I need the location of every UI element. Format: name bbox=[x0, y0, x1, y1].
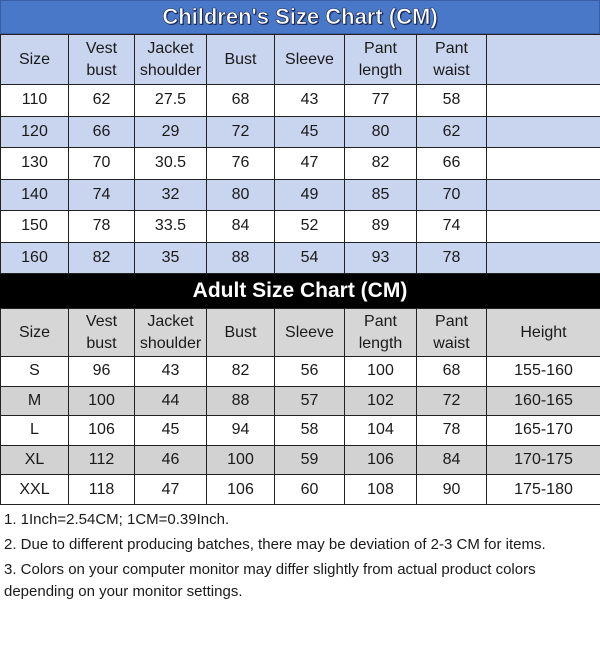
adult-table-cell: 84 bbox=[417, 445, 487, 475]
kids-table-cell: 130 bbox=[1, 148, 69, 180]
kids-table-cell: 82 bbox=[69, 242, 135, 274]
kids-table-cell: 80 bbox=[207, 179, 275, 211]
adult-table-cell: 165-170 bbox=[487, 416, 600, 446]
adult-header-text: Bust bbox=[224, 323, 257, 341]
adult-table-cell: 112 bbox=[69, 445, 135, 475]
adult-table-cell: 170-175 bbox=[487, 445, 600, 475]
adult-header-text: Height bbox=[520, 323, 567, 341]
kids-table-cell: 54 bbox=[275, 242, 345, 274]
kids-column-header bbox=[275, 35, 345, 85]
kids-table-cell: 76 bbox=[207, 148, 275, 180]
kids-table-cell: 49 bbox=[275, 179, 345, 211]
kids-table-cell: 78 bbox=[69, 211, 135, 243]
adult-header-text: Sleeve bbox=[285, 323, 334, 341]
adult-table-cell: XL bbox=[1, 445, 69, 475]
kids-table-cell: 88 bbox=[207, 242, 275, 274]
adult-table-row bbox=[1, 386, 600, 416]
adult-table-cell: 106 bbox=[69, 416, 135, 446]
kids-table-cell: 32 bbox=[135, 179, 207, 211]
kids-table-cell: 70 bbox=[69, 148, 135, 180]
kids-table-cell: 66 bbox=[69, 116, 135, 148]
adult-table-row bbox=[1, 475, 600, 505]
kids-size-chart bbox=[0, 0, 600, 274]
adult-header-text: Pant bbox=[364, 312, 397, 330]
adult-table-cell: 96 bbox=[69, 357, 135, 387]
kids-column-header bbox=[1, 35, 69, 85]
kids-table-cell: 82 bbox=[345, 148, 417, 180]
kids-table-cell: 68 bbox=[207, 85, 275, 117]
kids-table-cell: 72 bbox=[207, 116, 275, 148]
kids-table-cell: 62 bbox=[417, 116, 487, 148]
kids-table-cell: 74 bbox=[69, 179, 135, 211]
kids-table-cell: 45 bbox=[275, 116, 345, 148]
adult-table-cell: 72 bbox=[417, 386, 487, 416]
adult-table-cell: 82 bbox=[207, 357, 275, 387]
kids-header-text: shoulder bbox=[139, 61, 202, 79]
kids-table-cell: 78 bbox=[417, 242, 487, 274]
kids-table-row bbox=[1, 148, 600, 180]
adult-header-text: length bbox=[358, 334, 403, 352]
adult-table-row bbox=[1, 416, 600, 446]
adult-table-cell: 60 bbox=[275, 475, 345, 505]
kids-table-cell: 30.5 bbox=[135, 148, 207, 180]
note-item: 1. 1Inch=2.54CM; 1CM=0.39Inch. bbox=[4, 510, 230, 528]
adult-column-header bbox=[135, 309, 207, 357]
adult-table-cell: 88 bbox=[207, 386, 275, 416]
kids-table-cell: 74 bbox=[417, 211, 487, 243]
kids-table-row bbox=[1, 179, 600, 211]
kids-header-text: Sleeve bbox=[285, 50, 334, 68]
kids-header-text: Bust bbox=[224, 50, 257, 68]
note-item: 3. Colors on your computer monitor may differ slightly from actual product colors depending on your monitor settings. bbox=[4, 560, 536, 600]
kids-column-header bbox=[69, 35, 135, 85]
adult-table-cell: 46 bbox=[135, 445, 207, 475]
kids-table-cell: 70 bbox=[417, 179, 487, 211]
adult-header-text: Size bbox=[18, 323, 51, 341]
kids-table-cell bbox=[487, 116, 600, 148]
adult-column-header bbox=[275, 309, 345, 357]
kids-column-header bbox=[417, 35, 487, 85]
kids-column-header bbox=[345, 35, 417, 85]
adult-table-cell: 102 bbox=[345, 386, 417, 416]
adult-header-text: waist bbox=[433, 334, 470, 352]
kids-header-text: Size bbox=[18, 50, 51, 68]
kids-table-cell: 89 bbox=[345, 211, 417, 243]
adult-table-cell: 106 bbox=[345, 445, 417, 475]
kids-table-cell: 110 bbox=[1, 85, 69, 117]
adult-column-header bbox=[69, 309, 135, 357]
kids-table-cell: 140 bbox=[1, 179, 69, 211]
kids-header-text: length bbox=[358, 61, 403, 79]
kids-table-cell: 85 bbox=[345, 179, 417, 211]
adult-column-header bbox=[1, 309, 69, 357]
kids-table-cell: 35 bbox=[135, 242, 207, 274]
adult-table-cell: 104 bbox=[345, 416, 417, 446]
adult-table-cell: 57 bbox=[275, 386, 345, 416]
kids-table-cell bbox=[487, 179, 600, 211]
adult-table-cell: 160-165 bbox=[487, 386, 600, 416]
kids-table-cell: 93 bbox=[345, 242, 417, 274]
kids-table-cell: 29 bbox=[135, 116, 207, 148]
adult-table-cell: L bbox=[1, 416, 69, 446]
kids-table-cell: 84 bbox=[207, 211, 275, 243]
adult-table-cell: 58 bbox=[275, 416, 345, 446]
notes-section bbox=[0, 505, 600, 603]
adult-table-cell: XXL bbox=[1, 475, 69, 505]
adult-column-header bbox=[345, 309, 417, 357]
kids-table-cell bbox=[487, 85, 600, 117]
adult-table-cell: 100 bbox=[69, 386, 135, 416]
kids-header-row bbox=[1, 35, 600, 85]
adult-table-cell: 175-180 bbox=[487, 475, 600, 505]
adult-size-chart bbox=[0, 274, 600, 505]
kids-table-cell bbox=[487, 211, 600, 243]
kids-table-cell: 66 bbox=[417, 148, 487, 180]
adult-column-header bbox=[487, 309, 600, 357]
kids-chart-title: Children's Size Chart (CM) bbox=[0, 0, 600, 34]
adult-column-header bbox=[417, 309, 487, 357]
kids-column-header bbox=[135, 35, 207, 85]
kids-header-text: bust bbox=[86, 61, 117, 79]
adult-table-cell: 43 bbox=[135, 357, 207, 387]
kids-table-cell: 150 bbox=[1, 211, 69, 243]
adult-header-text: Pant bbox=[435, 312, 468, 330]
kids-table-cell bbox=[487, 242, 600, 274]
kids-header-text: waist bbox=[433, 61, 470, 79]
kids-table-cell: 27.5 bbox=[135, 85, 207, 117]
adult-header-text: bust bbox=[86, 334, 117, 352]
kids-table-cell: 52 bbox=[275, 211, 345, 243]
kids-table-row bbox=[1, 85, 600, 117]
adult-table-cell: 155-160 bbox=[487, 357, 600, 387]
kids-table-cell: 120 bbox=[1, 116, 69, 148]
adult-table-cell: 56 bbox=[275, 357, 345, 387]
adult-table-cell: 45 bbox=[135, 416, 207, 446]
adult-table-cell: 118 bbox=[69, 475, 135, 505]
kids-column-header bbox=[207, 35, 275, 85]
adult-table-cell: 68 bbox=[417, 357, 487, 387]
adult-table-cell: 100 bbox=[207, 445, 275, 475]
adult-table-cell: 78 bbox=[417, 416, 487, 446]
kids-table-cell: 160 bbox=[1, 242, 69, 274]
kids-table-cell: 62 bbox=[69, 85, 135, 117]
kids-header-text: Jacket bbox=[147, 39, 194, 57]
kids-table-cell: 58 bbox=[417, 85, 487, 117]
adult-table-cell: 108 bbox=[345, 475, 417, 505]
adult-table-cell: 90 bbox=[417, 475, 487, 505]
adult-table-row bbox=[1, 357, 600, 387]
adult-chart-title: Adult Size Chart (CM) bbox=[0, 274, 600, 308]
adult-table-row bbox=[1, 445, 600, 475]
note-item: 2. Due to different producing batches, there may be deviation of 2-3 CM for items. bbox=[4, 535, 546, 553]
adult-size-table bbox=[0, 308, 600, 505]
kids-header-text: Pant bbox=[435, 39, 468, 57]
adult-header-text: Jacket bbox=[147, 312, 194, 330]
kids-header-text: Pant bbox=[364, 39, 397, 57]
adult-header-text: Vest bbox=[85, 312, 118, 330]
adult-table-cell: 94 bbox=[207, 416, 275, 446]
kids-table-cell: 80 bbox=[345, 116, 417, 148]
kids-size-table bbox=[0, 34, 600, 274]
adult-column-header bbox=[207, 309, 275, 357]
adult-header-text: shoulder bbox=[139, 334, 202, 352]
kids-table-cell: 33.5 bbox=[135, 211, 207, 243]
kids-table-cell: 47 bbox=[275, 148, 345, 180]
adult-table-cell: 106 bbox=[207, 475, 275, 505]
adult-table-cell: 59 bbox=[275, 445, 345, 475]
adult-table-cell: 44 bbox=[135, 386, 207, 416]
adult-table-cell: 47 bbox=[135, 475, 207, 505]
kids-table-row bbox=[1, 242, 600, 274]
kids-table-cell: 77 bbox=[345, 85, 417, 117]
kids-table-row bbox=[1, 116, 600, 148]
adult-header-row bbox=[1, 309, 600, 357]
kids-table-row bbox=[1, 211, 600, 243]
adult-table-cell: 100 bbox=[345, 357, 417, 387]
adult-table-cell: M bbox=[1, 386, 69, 416]
adult-table-cell: S bbox=[1, 357, 69, 387]
kids-column-header bbox=[487, 35, 600, 85]
kids-header-text: Vest bbox=[85, 39, 118, 57]
kids-table-cell: 43 bbox=[275, 85, 345, 117]
kids-table-cell bbox=[487, 148, 600, 180]
